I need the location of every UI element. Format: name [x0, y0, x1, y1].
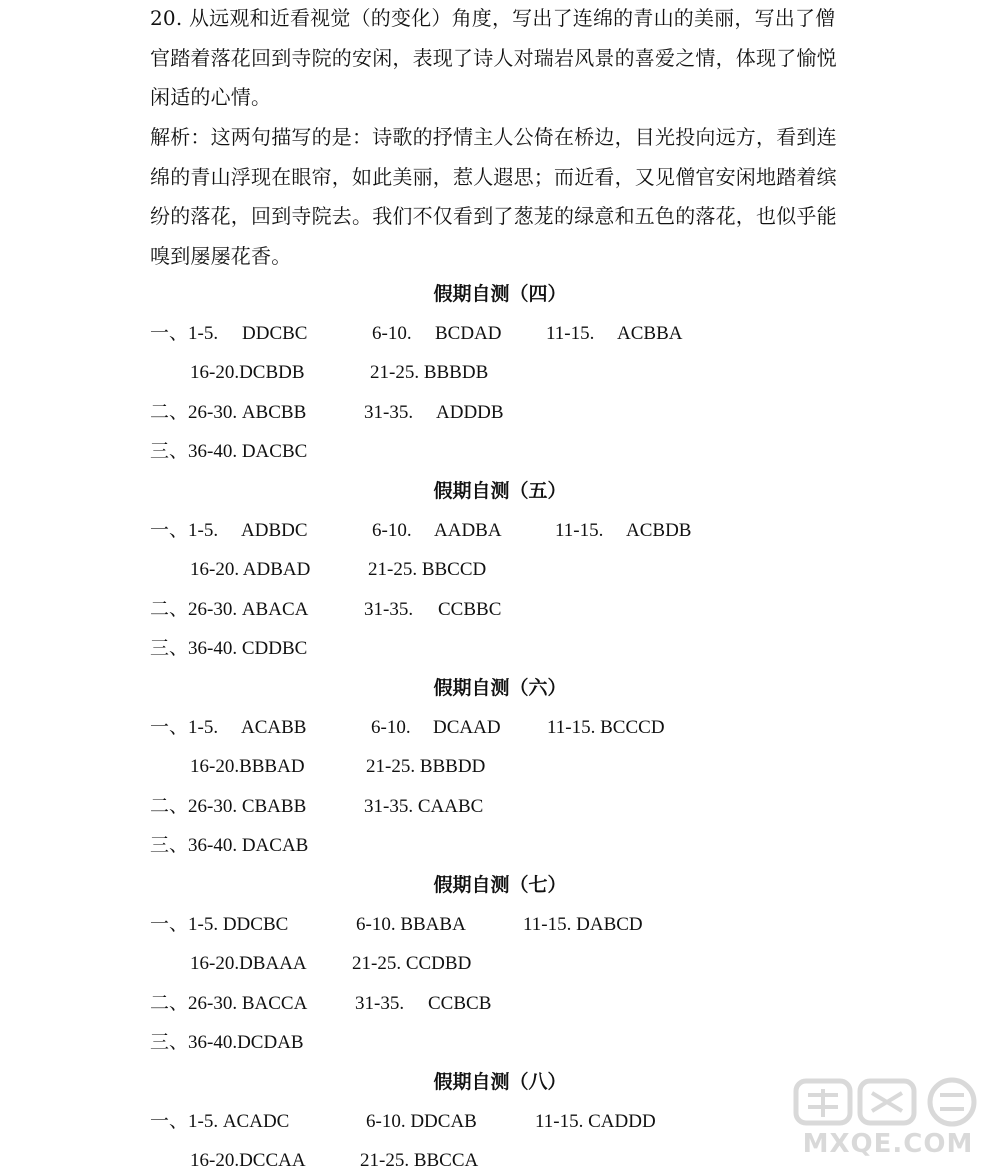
watermark — [788, 1077, 988, 1167]
section-title: 假期自测（五） — [433, 480, 567, 502]
section-title: 假期自测（七） — [433, 874, 567, 896]
document-page: 20. 从远观和近看视觉（的变化）角度，写出了连绵的青山的美丽，写出了僧官踏着落花回到寺院的安闲，表现了诗人对瑞岩风景的喜爱之情，体现了愉悦闲适的心情。 解析：这两句描写的是：诗歌的抒情主人公倚在桥边，目光投向远方，看到连绵的青山浮现在眼帘，如此美丽，惹人遐思；而近看，又见僧官安闲地踏着缤纷的落花，回到寺院去。我们不仅看到了葱茏的绿意和五色的落花，也似乎能嗅到屡屡花香。 假期自测（四） 一、1-5. DDCBC 6-10. BCDAD 11-15. ACBBA 16-20.DCBDB 21-25. BBBDB 二、26-30. ABCBB 31-35. ADDDB 三、36-40. DACBC 假期自测（五） 一、1-5. ADBDC 6-10. AADBA 11-15. ACBDB 16-20. ADBAD 21-25. BBCCD 二、26-30. ABACA 31-35. CCBBC 三、36-40. CDDBC 假期自测（六） 一、1-5. ACABB 6-10. DCAAD 11-15. BCCCD 16-20.BBBAD 21-25. BBBDD 二、26-30. CBABB 31-35. CAABC 三、36-40. DACAB 假期自测（七） 一、1-5. DDCBC 6-10. BBABA 11-15. DABCD 16-20.DBAAA 21-25. CCDBD 二、26-30. BACCA 31-35. CCBCB 三、36-40.DCDAB 假期自测（八） 一、1-5. ACADC 6-10. DDCAB 11-15. CADDD 16-20.DCCAA 21-25. BBCCA MXQE.COM — [0, 0, 1000, 1175]
answer-20-paragraph: 20. 从远观和近看视觉（的变化）角度，写出了连绵的青山的美丽，写出了僧官踏着落花回到寺院的安闲，表现了诗人对瑞岩风景的喜爱之情，体现了愉悦闲适的心情。 — [150, 6, 837, 109]
analysis-paragraph: 解析：这两句描写的是：诗歌的抒情主人公倚在桥边，目光投向远方，看到连绵的青山浮现在眼帘，如此美丽，惹人遐思；而近看，又见僧官安闲地踏着缤纷的落花，回到寺院去。我们不仅看到了葱茏的绿意和五色的落花，也似乎能嗅到屡屡花香。 — [150, 125, 837, 268]
section-title: 假期自测（六） — [433, 677, 567, 699]
section-title: 假期自测（八） — [433, 1071, 567, 1093]
watermark-logo-icon — [788, 1077, 988, 1127]
watermark-site-text: MXQE.COM — [802, 1129, 974, 1159]
section-title: 假期自测（四） — [433, 283, 567, 305]
